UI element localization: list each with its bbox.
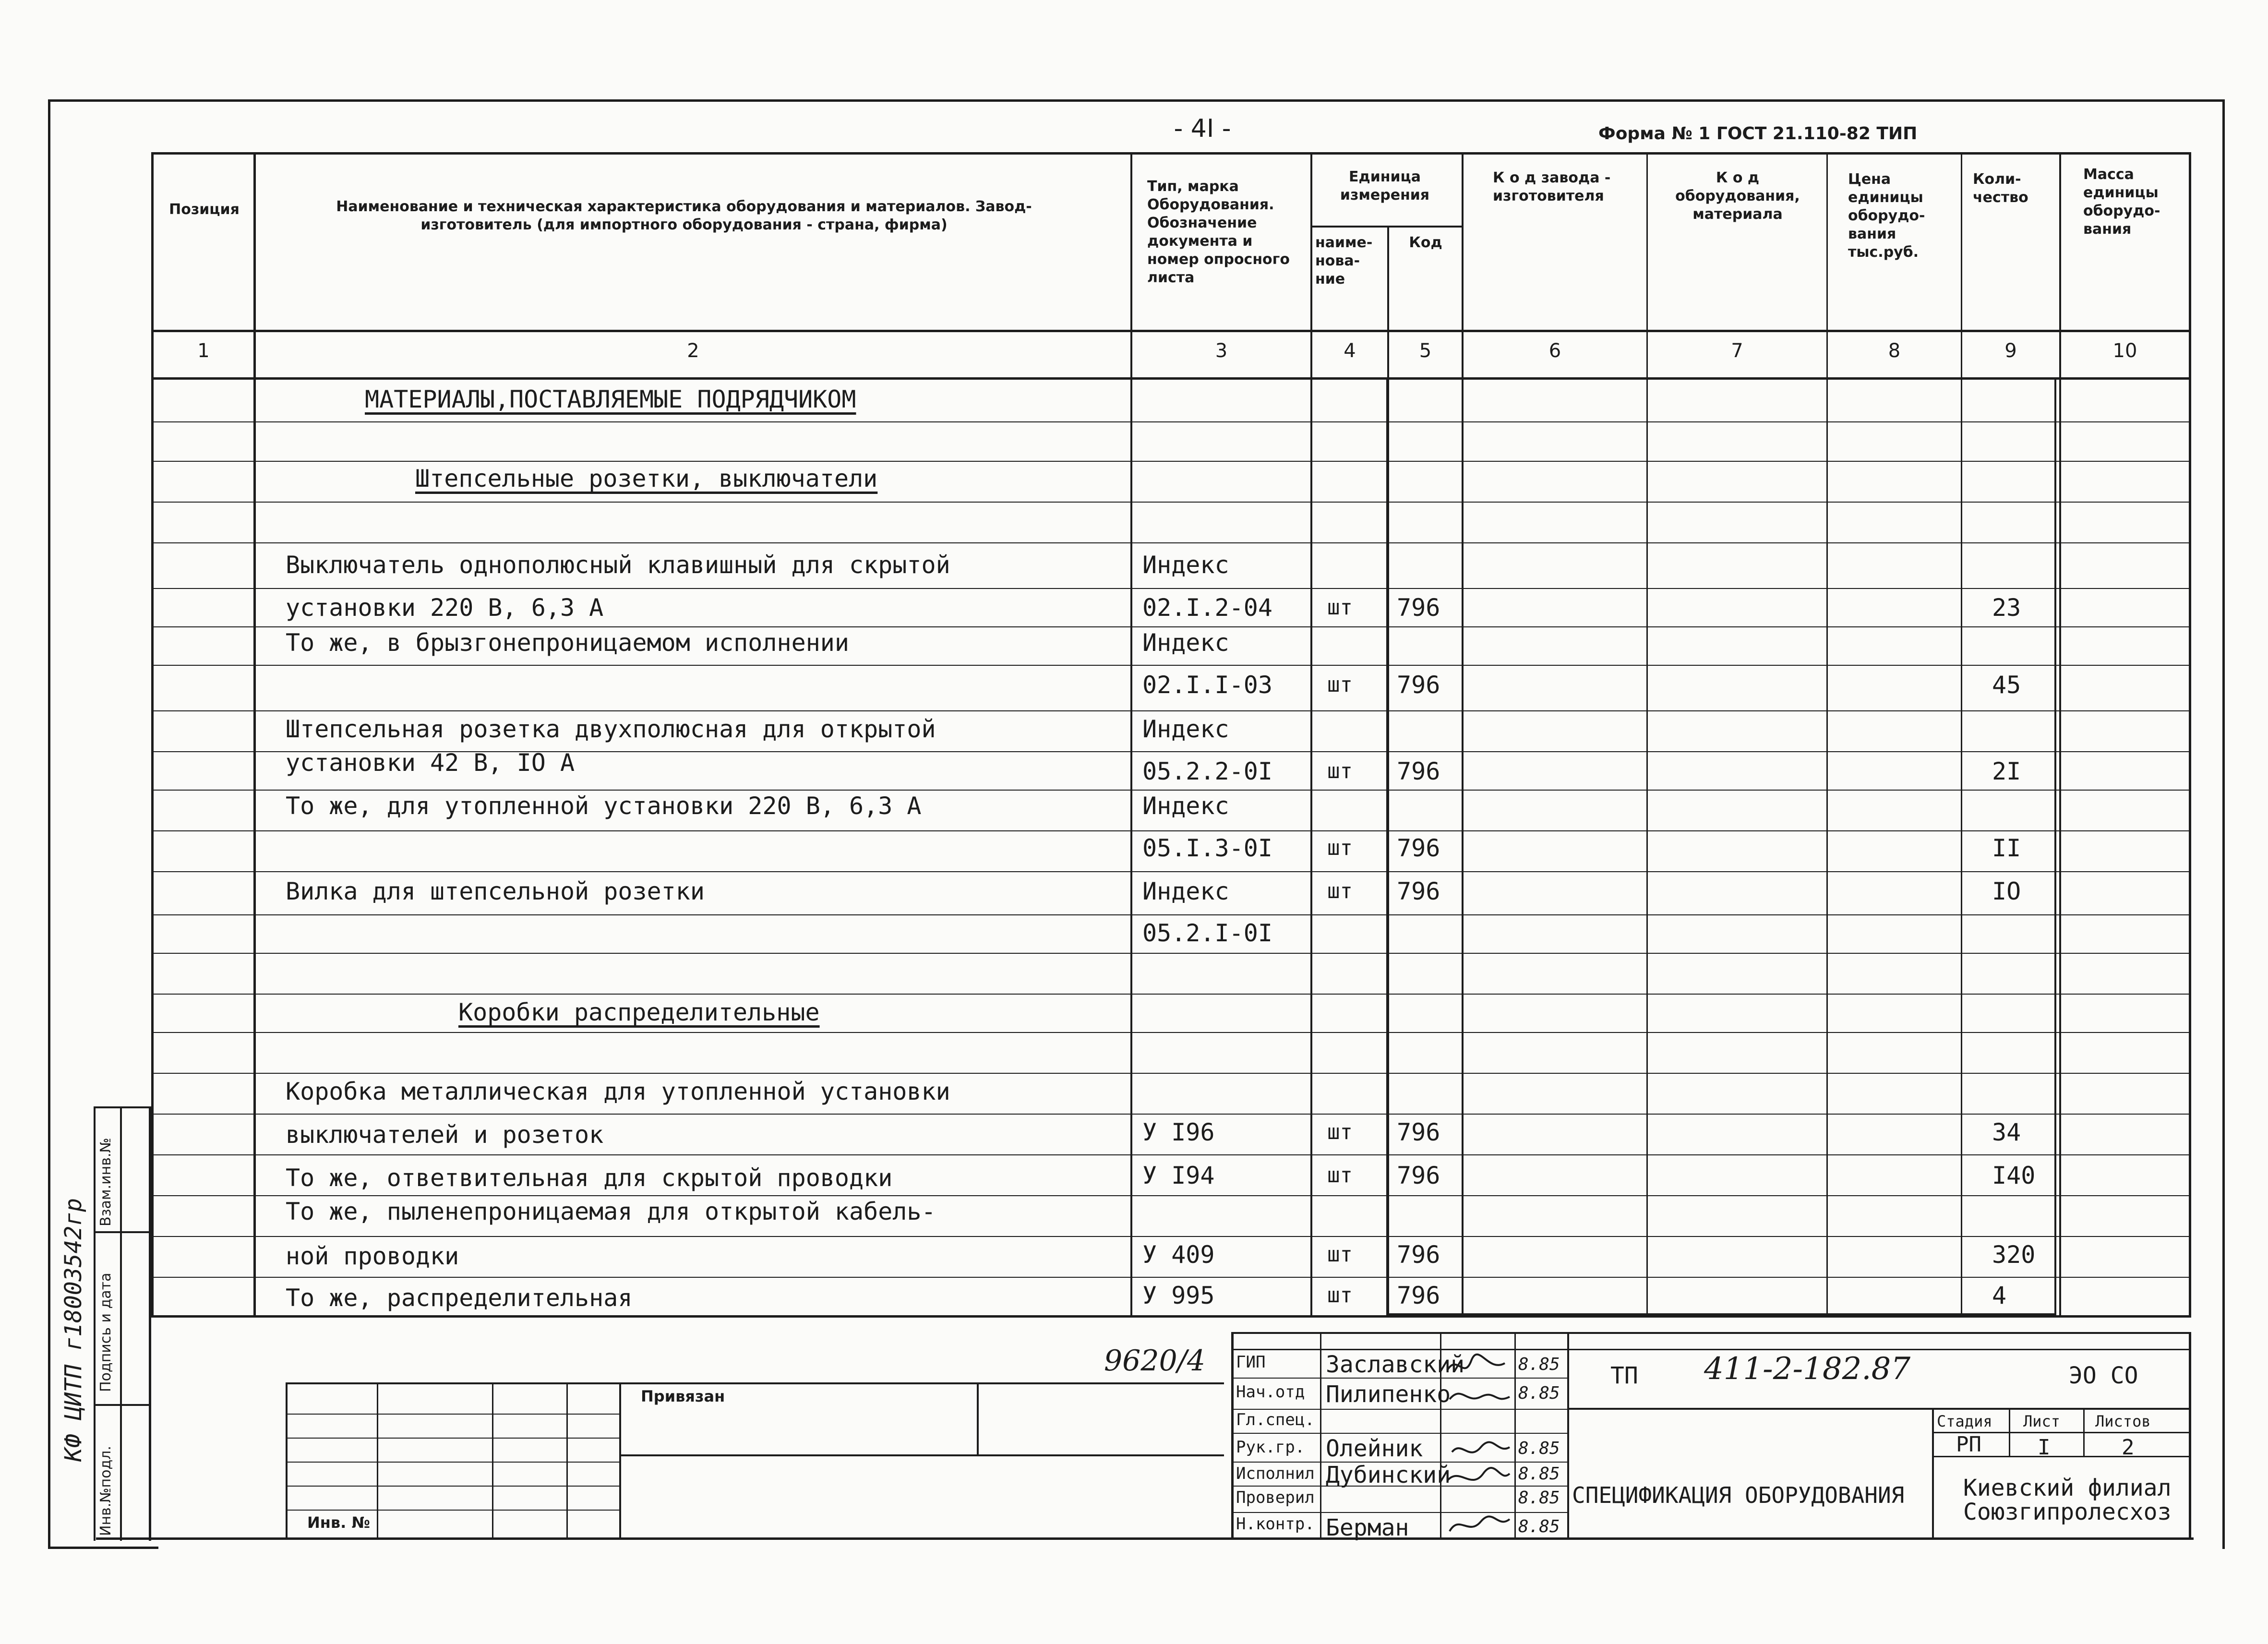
- col-header-material-code: К о д оборудования, материала: [1675, 169, 1800, 223]
- project-code: 411-2-182.87: [1704, 1351, 1911, 1387]
- item-name: То же, пыленепроницаемая для открытой кабель-: [286, 1198, 936, 1225]
- item-unit-code: 796: [1397, 834, 1440, 862]
- sheet-label: Лист: [2023, 1412, 2061, 1430]
- section-title-sockets: Штепсельные розетки, выключатели: [415, 465, 878, 492]
- item-type: У 409: [1142, 1241, 1215, 1269]
- date-ispolnil: 8.85: [1518, 1464, 1560, 1484]
- item-type: У 995: [1142, 1282, 1215, 1309]
- item-type: Индекс: [1142, 629, 1229, 657]
- name-berman: Берман: [1326, 1514, 1409, 1541]
- item-name: То же, ответвительная для скрытой проводки: [286, 1164, 893, 1192]
- item-unit: шт: [1327, 1242, 1353, 1267]
- col-number: 6: [1548, 340, 1561, 362]
- item-type: 05.2.I-0I: [1142, 919, 1272, 947]
- name-pilipenko: Пилипенко: [1326, 1381, 1451, 1408]
- inv-label: Инв. №: [307, 1513, 370, 1532]
- role-proveril: Проверил: [1236, 1488, 1315, 1507]
- col-rule-0: [151, 152, 154, 1318]
- date-proveril: 8.85: [1518, 1488, 1560, 1508]
- date-gip: 8.85: [1518, 1355, 1560, 1374]
- date-nach-otd: 8.85: [1518, 1383, 1560, 1403]
- stamp-archive-code: КФ ЦИТП г18003542гр: [60, 1198, 87, 1462]
- item-unit-code: 796: [1397, 671, 1440, 699]
- item-quantity: 45: [1992, 671, 2021, 699]
- item-type: Индекс: [1142, 551, 1229, 579]
- page-number: - 4I -: [1174, 114, 1231, 143]
- inner-heavy-frame: [1386, 377, 2056, 1315]
- col-rule-2: [1130, 152, 1132, 1318]
- outer-frame-right: [2222, 99, 2225, 1549]
- stage-label: Стадия: [1937, 1412, 1992, 1430]
- unit-split-rule: [1310, 226, 1462, 228]
- col-header-type: Тип, марка Оборудования. Обозначение документа и номер опросного листа: [1147, 178, 1290, 286]
- item-name: То же, распределительная: [286, 1284, 633, 1312]
- date-n-kontr: 8.85: [1518, 1517, 1560, 1536]
- outer-frame-bottom-left: [48, 1547, 158, 1549]
- item-name: выключателей и розеток: [286, 1121, 604, 1149]
- col-number: 4: [1344, 340, 1356, 362]
- sheet-value: I: [2038, 1435, 2051, 1460]
- item-unit-code: 796: [1397, 1118, 1440, 1146]
- item-quantity: II: [1992, 834, 2021, 862]
- item-name: Вилка для штепсельной розетки: [286, 877, 705, 905]
- stamp-inv-podl: Инв.№подл.: [97, 1446, 114, 1536]
- item-unit-code: 796: [1397, 877, 1440, 905]
- section-code: ЭО СО: [2069, 1362, 2138, 1389]
- sheets-label: Листов: [2095, 1412, 2151, 1430]
- project-prefix: ТП: [1610, 1362, 1638, 1389]
- col-header-unit: Единица измерения: [1340, 168, 1430, 204]
- org-line-1: Киевский филиал: [1963, 1475, 2172, 1501]
- item-name: То же, для утопленной установки 220 В, 6,3 А: [286, 792, 922, 820]
- item-name: ной проводки: [286, 1242, 459, 1270]
- section-title-boxes: Коробки распределительные: [458, 998, 820, 1026]
- col-header-mass: Масса единицы оборудо-вания: [2083, 166, 2160, 238]
- role-nach-otd: Нач.отд: [1236, 1382, 1305, 1402]
- item-type: У I94: [1142, 1162, 1215, 1189]
- item-quantity: 34: [1992, 1118, 2021, 1146]
- item-type: Индекс: [1142, 877, 1229, 905]
- name-zaslavsky: Заславский: [1326, 1351, 1464, 1378]
- item-quantity: IО: [1992, 877, 2021, 905]
- col-rule-3: [1310, 152, 1312, 1318]
- item-quantity: 4: [1992, 1282, 2007, 1309]
- col-rule-9: [2059, 152, 2061, 1318]
- section-title-materials: МАТЕРИАЛЫ,ПОСТАВЛЯЕМЫЕ ПОДРЯДЧИКОМ: [365, 385, 856, 413]
- col-header-quantity: Коли-чество: [1973, 171, 2028, 206]
- document-title: СПЕЦИФИКАЦИЯ ОБОРУДОВАНИЯ: [1572, 1482, 1905, 1508]
- item-quantity: 2I: [1992, 757, 2021, 785]
- role-n-kontr: Н.контр.: [1236, 1514, 1315, 1534]
- col-number: 3: [1215, 340, 1228, 362]
- item-unit: шт: [1327, 1283, 1353, 1308]
- stage-value: РП: [1956, 1432, 1981, 1457]
- col-number: 5: [1419, 340, 1432, 362]
- role-ruk-gr: Рук.гр.: [1236, 1438, 1305, 1457]
- col-header-name: Наименование и техническая характеристика оборудования и материалов. Завод-изготовитель (для импортного оборудования - страна, фирма): [336, 198, 1032, 233]
- col-number: 9: [2004, 340, 2017, 362]
- item-type: 05.2.2-0I: [1142, 757, 1272, 785]
- item-name: То же, в брызгонепроницаемом исполнении: [286, 629, 849, 657]
- item-unit-code: 796: [1397, 757, 1440, 785]
- item-unit: шт: [1327, 759, 1353, 783]
- header-bottom-rule: [151, 330, 2191, 332]
- col-rule-1: [253, 152, 256, 1318]
- item-name: Коробка металлическая для утопленной установки: [286, 1078, 950, 1105]
- role-ispolnil: Исполнил: [1236, 1464, 1315, 1483]
- sheets-value: 2: [2122, 1435, 2135, 1460]
- item-unit: шт: [1327, 1163, 1353, 1188]
- privyazan-label: Привязан: [641, 1387, 725, 1405]
- item-unit: шт: [1327, 879, 1353, 903]
- item-quantity: 23: [1992, 594, 2021, 622]
- org-line-2: Союзгипролесхоз: [1963, 1499, 2172, 1525]
- table-top-rule: [151, 152, 2191, 155]
- item-unit: шт: [1327, 672, 1353, 697]
- item-quantity: 320: [1992, 1241, 2036, 1269]
- col-number: 10: [2112, 340, 2137, 362]
- col-header-price: Цена единицы оборудо-вания тыс.руб.: [1848, 171, 1925, 261]
- item-unit: шт: [1327, 836, 1353, 860]
- role-gl-spec: Гл.спец.: [1236, 1410, 1315, 1429]
- signature-marks: [1442, 1351, 1514, 1538]
- item-quantity: I40: [1992, 1162, 2036, 1189]
- col-rule-10: [2189, 152, 2191, 1318]
- col-header-position: Позиция: [169, 201, 240, 218]
- col-number: 7: [1731, 340, 1743, 362]
- col-header-unit-name: наиме-нова-ние: [1315, 234, 1373, 288]
- stamp-vzam: Взам.инв.№: [97, 1138, 114, 1226]
- col-header-factory-code: К о д завода - изготовителя: [1493, 169, 1611, 204]
- item-type: 02.I.2-04: [1142, 594, 1272, 622]
- item-type: У I96: [1142, 1118, 1215, 1146]
- item-type: Индекс: [1142, 792, 1229, 820]
- outer-frame-bottom: [96, 1537, 2194, 1540]
- outer-frame-left: [48, 99, 50, 1549]
- date-ruk-gr: 8.85: [1518, 1439, 1560, 1458]
- role-gip: ГИП: [1236, 1353, 1266, 1372]
- item-name: установки 42 В, IО А: [286, 749, 575, 777]
- col-number: 1: [197, 340, 210, 362]
- item-unit-code: 796: [1397, 594, 1440, 622]
- item-unit-code: 796: [1397, 1282, 1440, 1309]
- item-name: установки 220 В, 6,3 А: [286, 594, 604, 622]
- item-name: Штепсельная розетка двухполюсная для открытой: [286, 715, 936, 743]
- col-number: 2: [687, 340, 699, 362]
- item-type: 02.I.I-03: [1142, 671, 1272, 699]
- item-unit: шт: [1327, 595, 1353, 620]
- name-oleynik: Олейник: [1326, 1435, 1423, 1462]
- item-unit-code: 796: [1397, 1162, 1440, 1189]
- table-bottom-rule: [151, 1315, 2191, 1318]
- col-header-unit-code: Код: [1409, 234, 1442, 251]
- outer-frame-top: [48, 99, 2225, 102]
- handwritten-number: 9620/4: [1104, 1344, 1206, 1378]
- form-label: Форма № 1 ГОСТ 21.110-82 ТИП: [1598, 124, 1918, 144]
- item-unit-code: 796: [1397, 1241, 1440, 1269]
- stamp-podpis: Подпись и дата: [97, 1272, 114, 1392]
- item-unit: шт: [1327, 1120, 1353, 1144]
- name-dubinsky: Дубинский: [1326, 1462, 1451, 1488]
- item-type: Индекс: [1142, 715, 1229, 743]
- col-number: 8: [1888, 340, 1901, 362]
- item-type: 05.I.3-0I: [1142, 834, 1272, 862]
- item-name: Выключатель однополюсный клавишный для скрытой: [286, 551, 950, 579]
